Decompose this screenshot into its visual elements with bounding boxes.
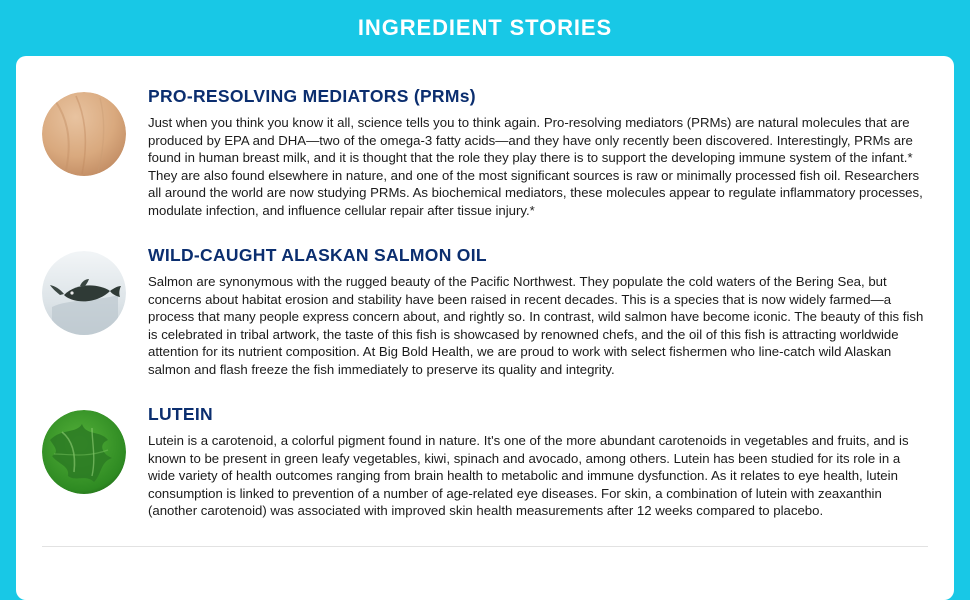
story-body: [148, 86, 928, 219]
stories-card: [16, 56, 954, 600]
story-body: [148, 245, 928, 378]
story-title: LUTEIN: [148, 404, 213, 424]
prm-skin-thumbnail: [42, 92, 126, 176]
page-header: [0, 0, 970, 56]
story-text: Salmon are synonymous with the rugged beauty of the Pacific Northwest. They populate the cold waters of the Bering Sea, but concerns about habitat erosion and stability have been raised in recent decades. This is a species that is now widely farmed—a process that many people express concern about, and rightly so. In contrast, wild salmon have become iconic. The beauty of this fish is celebrated in tribal artwork, the taste of this fish is showcased by renowned chefs, and the oil of this fish is attracting worldwide attention for its nutrient composition. At Big Bold Health, we are proud to work with select fishermen who line-catch wild Alaskan salmon and flash freeze the fish immediately to preserve its quality and integrity.: [148, 274, 924, 377]
story-item: [42, 245, 928, 378]
story-thumbnail-wrapper: [42, 404, 126, 494]
section-divider: [42, 546, 928, 547]
story-text: Just when you think you know it all, science tells you to think again. Pro-resolving mediators (PRMs) are natural molecules that are produced by EPA and DHA—two of the omega-3 fatty acids—and they have only recently been discovered. Interestingly, PRMs are found in human breast milk, and it is thought that the role they play there is to support the developing immune system of the infant.* They are also found elsewhere in nature, and one of the most significant sources is raw or minimally processed fish oil. Researchers all around the world are now studying PRMs. As biochemical mediators, these molecules appear to regulate inflammatory processes, modulate infection, and influence cellular repair after tissue injury.*: [148, 115, 923, 218]
story-title: WILD-CAUGHT ALASKAN SALMON OIL: [148, 245, 487, 265]
story-body: [148, 404, 928, 520]
story-item: [42, 86, 928, 219]
salmon-fish-thumbnail: [42, 251, 126, 335]
story-thumbnail-wrapper: [42, 245, 126, 335]
page-title: INGREDIENT STORIES: [357, 15, 613, 40]
story-title: PRO-RESOLVING MEDIATORS (PRMs): [148, 86, 476, 106]
story-thumbnail-wrapper: [42, 86, 126, 176]
kale-leaf-thumbnail: [42, 410, 126, 494]
story-item: [42, 404, 928, 520]
story-text: Lutein is a carotenoid, a colorful pigment found in nature. It's one of the more abundant carotenoids in vegetables and fruits, and is known to be present in green leafy vegetables, kiwi, spinach and avocado, among others. Lutein has been studied for its role in a wide variety of health outcomes ranging from brain health to metabolic and immune dysfunction. As it relates to eye health, lutein consumption is linked to prevention of a number of age-related eye diseases. For skin, a combination of lutein with zeaxanthin (another carotenoid) was associated with improved skin health measurements after 12 weeks compared to placebo.: [148, 433, 909, 518]
